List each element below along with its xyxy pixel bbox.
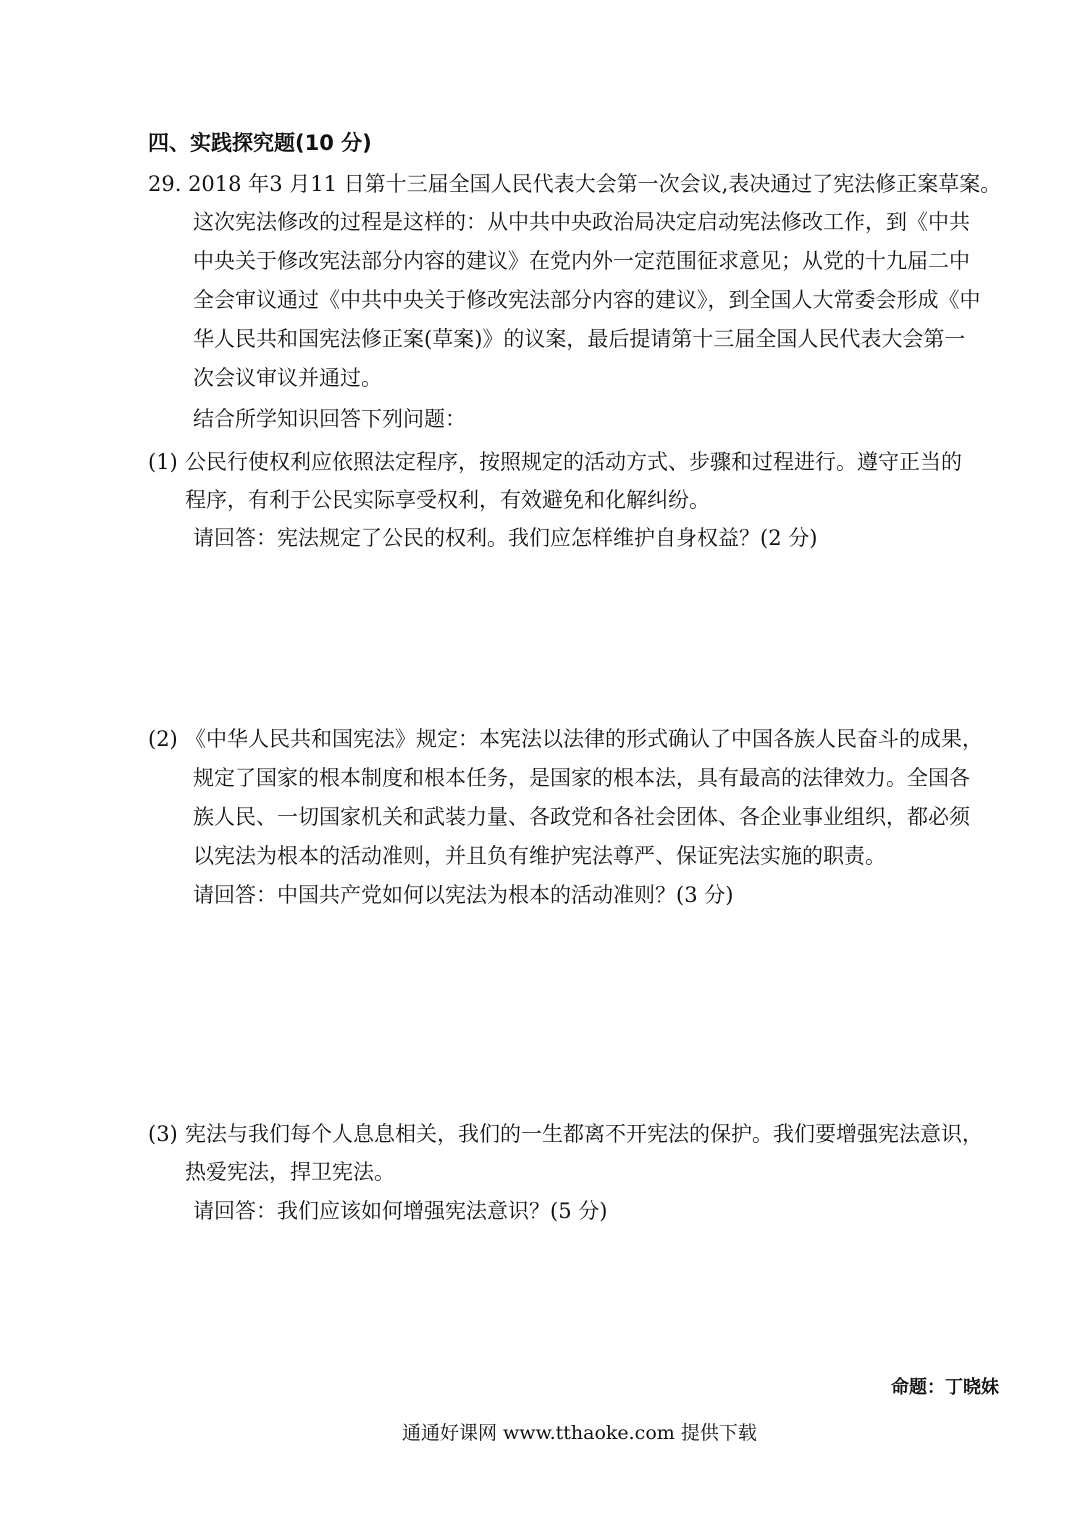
section-heading: 四、实践探究题(10 分) xyxy=(148,131,372,155)
sub-question-text-line: 宪法与我们每个人息息相关，我们的一生都离不开宪法的保护。我们要增强宪法意识， xyxy=(185,1122,983,1146)
sub-question-prompt: 请回答：宪法规定了公民的权利。我们应怎样维护自身权益？(2 分) xyxy=(193,526,818,550)
question-text-line: 这次宪法修改的过程是这样的：从中共中央政治局决定启动宪法修改工作，到《中共 xyxy=(193,210,970,234)
question-text-line: 全会审议通过《中共中央关于修改宪法部分内容的建议》，到全国人大常委会形成《中 xyxy=(193,288,981,312)
sub-question-label: (1) xyxy=(148,450,178,474)
sub-question-prompt: 请回答：中国共产党如何以宪法为根本的活动准则？(3 分) xyxy=(193,883,734,907)
sub-question-text-line: 以宪法为根本的活动准则，并且负有维护宪法尊严、保证宪法实施的职责。 xyxy=(193,844,886,868)
footer-credit: 通通好课网 www.tthaoke.com 提供下载 xyxy=(402,1422,757,1444)
question-text-line: 华人民共和国宪法修正案(草案)》的议案，最后提请第十三届全国人民代表大会第一 xyxy=(193,327,966,351)
sub-question-text-line: 《中华人民共和国宪法》规定：本宪法以法律的形式确认了中国各族人民奋斗的成果， xyxy=(185,727,983,751)
sub-question-text-line: 公民行使权利应依照法定程序，按照规定的活动方式、步骤和过程进行。遵守正当的 xyxy=(185,450,962,474)
author-credit: 命题：丁晓妹 xyxy=(891,1377,999,1398)
sub-question-label: (2) xyxy=(148,727,178,751)
sub-question-label: (3) xyxy=(148,1122,178,1146)
sub-question-text-line: 族人民、一切国家机关和武装力量、各政党和各社会团体、各企业事业组织，都必须 xyxy=(193,805,970,829)
question-text-line: 中央关于修改宪法部分内容的建议》在党内外一定范围征求意见；从党的十九届二中 xyxy=(193,249,970,273)
question-text-line: 29. 2018 年3 月11 日第十三届全国人民代表大会第一次会议,表决通过了宪法修正案草案。 xyxy=(148,172,1002,196)
sub-question-text-line: 热爱宪法，捍卫宪法。 xyxy=(185,1160,395,1184)
sub-question-text-line: 程序，有利于公民实际享受权利，有效避免和化解纠纷。 xyxy=(185,488,710,512)
sub-question-prompt: 请回答：我们应该如何增强宪法意识？(5 分) xyxy=(193,1199,608,1223)
instruction: 结合所学知识回答下列问题： xyxy=(193,407,466,431)
sub-question-text-line: 规定了国家的根本制度和根本任务，是国家的根本法，具有最高的法律效力。全国各 xyxy=(193,766,970,790)
question-text-line: 次会议审议并通过。 xyxy=(193,366,382,390)
